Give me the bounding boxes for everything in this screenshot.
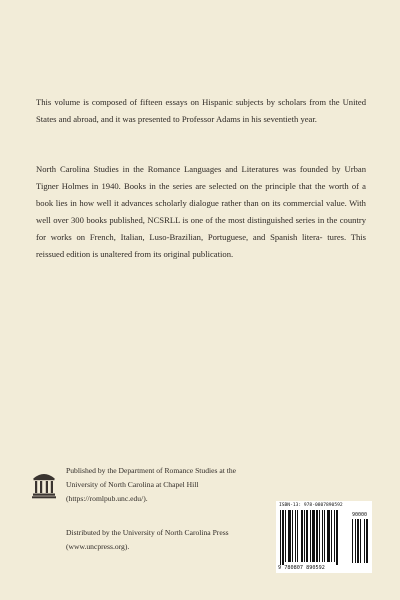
barcode-bar [295,510,296,562]
barcode-bar [327,510,330,562]
barcode-bar [280,510,281,565]
barcode-bar [357,519,359,563]
barcode-bar [301,510,303,562]
barcode-bar [292,510,293,562]
series-line: North Carolina Studies in the Romance Languages and Literatures was founded by Urban [36,164,366,174]
barcode-bar [366,519,368,563]
barcode-bar [297,510,298,562]
published-by-line: (https://romlpub.unc.edu/). [66,494,148,503]
barcode-bar [336,510,338,565]
distributed-by-line: (www.uncpress.org). [66,542,130,551]
distributed-by-line: Distributed by the University of North Carolina Press [66,528,229,537]
barcode-bar [306,510,308,562]
series-line: the country for works on French, Italian, Luso-Brazilian, Portuguese, and Spanish litera- [36,215,366,242]
series-line: tures. This reissued edition is unaltered from its original publication. [36,232,366,259]
series-line: Tigner Holmes in 1940. Books in the series are selected on the principle that the worth of [36,181,359,191]
barcode-bar [352,519,353,563]
barcode-bar [334,510,335,562]
series-line: With well over 300 books published, NCSRLL is one of the most distinguished series in [36,198,366,225]
barcode-number: 9 780807 890592 [278,565,325,571]
price-code: 90000 [352,512,368,518]
barcode-bar [322,510,323,562]
barcode-bar [331,510,332,562]
old-well-icon [32,469,56,499]
barcode-bar [316,510,318,562]
isbn-barcode [276,501,372,573]
series-line: a book lies in how well it advances scholarly dialogue rather than on its commercial value. [36,181,366,208]
description-paragraph: This volume is composed of fifteen essays on Hispanic subjects by scholars from the United States and abroad, and it was presented to Professor Adams in his seventieth year. [36,97,366,124]
barcode-bar [360,519,361,563]
barcode-bar [364,519,365,563]
series-paragraph [36,161,366,263]
published-by-line: Published by the Department of Romance Studies at the [66,466,236,475]
barcode-bar [282,510,284,565]
published-by-line: University of North Carolina at Chapel Hill [66,480,199,489]
barcode-bar [324,510,325,562]
barcode-bar [304,510,305,562]
barcode-bar [285,510,286,562]
distributed-by-text [66,526,256,554]
barcode-bar [310,510,311,562]
barcode-bar [288,510,291,562]
barcode-bar [355,519,356,563]
isbn-label: ISBN-13: 978-0807890592 [279,503,343,508]
barcode-bar [312,510,315,562]
published-by-text [66,464,256,506]
barcode-bar [319,510,320,562]
